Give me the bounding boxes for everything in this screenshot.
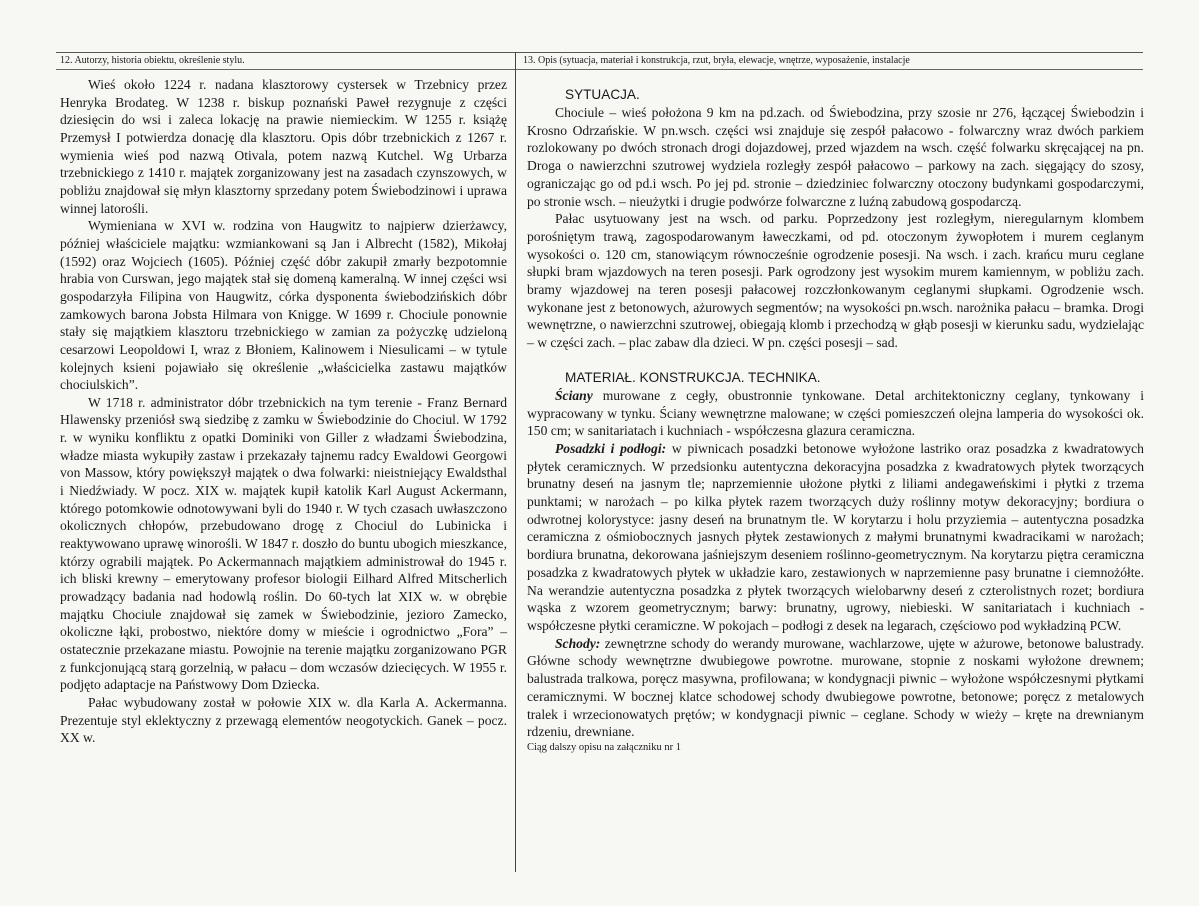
walls-text: murowane z cegły, obustronnie tynkowane. Detal architektoniczny ceglany, tynkowany i wypracowany w tynku. Ściany wewnętrzne malowane; w części pomieszczeń olejna lamperia do wysokości ok. 150 cm; w sanitariatach i kuchniach - współczesna glazura ceramiczna. [527, 387, 1144, 439]
description-column [527, 86, 1144, 754]
history-paragraph-4: Pałac wybudowany został w połowie XIX w. dla Karla A. Ackermanna. Prezentuje styl eklektyczny z przewagą elementów neogotyckich. Ganek – pocz. XX w. [60, 694, 507, 746]
section-13-header: 13. Opis (sytuacja, materiał i konstrukcja, rzut, bryła, elewacje, wnętrze, wyposażenie, instalacje [523, 55, 910, 66]
history-column [60, 76, 507, 747]
situation-paragraph-1: Chociule – wieś położona 9 km na pd.zach. od Świebodzina, przy szosie nr 276, łączącej Świebodzin i Krosno Odrzańskie. W pn.wsch. części wsi znajduje się zespół pałacowo - folwarczny wraz dwóch parkiem rozlokowany po dwóch stronach drogi dojazdowej, przed wjazdem na wsch. część folwarku skręcającej na pn. Droga o nawierzchni szutrowej wydziela rozległy zespół pałacowo – parkowy na zach. sięgający do szosy, ograniczając go od pd.i wsch. Po jej pd. stronie – dziedziniec folwarczny otoczony budynkami gospodarczymi, po stronie wsch. – nieużytki i drugie podwórze folwarczne z luźną zabudową gospodarczą. [527, 105, 1144, 209]
history-paragraph-2: Wymieniana w XVI w. rodzina von Haugwitz to najpierw dzierżawcy, później właściciele majątku: wzmiankowani są Jan i Albrecht (1582), Mikołaj (1592) oraz Wojciech (1605). Później część dóbr zakupił zmarły bezpotomnie hrabia von Curswan, jego majątek stał się domeną kameralną. W innej części wsi gospodarzyła Filipina von Haugwitz, córka dysponenta świebodzińskich dóbr zamkowych barona Jobsta Hilmara von Knigge. W 1699 r. Chociule ponownie stały się majątkiem klasztoru trzebnickiego w zamian za pożyczkę udzieloną cesarzowi Leopoldowi I, wraz z Błoniem, Kalinowem i Niesulicami – w tytule kolejnych ksieni pojawiało się określenie „właścicielka zastawu majątków chociulskich”. [60, 218, 507, 393]
heading-material: MATERIAŁ. KONSTRUKCJA. TECHNIKA. [565, 369, 821, 385]
stairs-paragraph [527, 635, 1144, 741]
section-12-header: 12. Autorzy, historia obiektu, określenie stylu. [60, 55, 245, 66]
history-paragraph-1: Wieś około 1224 r. nadana klasztorowy cystersek w Trzebnicy przez Henryka Brodateg. W 1238 r. biskup poznański Paweł rezygnuje z części dziesięcin do wsi i zaleca lokację na prawie niemieckim. W 1255 r. książę Przemysł I potwierdza donację dla klasztoru. Opis dóbr trzebnickich z 1267 r. wymienia wieś pod nazwą Otivala, potem nazwą Kutchel. Wg Urbarza trzebnickiego z 1410 r. majątek zorganizowany jest na zasadach czynszowych, w pobliżu znajdował się młyn klasztorny sprzedany potem Świebodzinowi i uprawa winnej latorośli. [60, 77, 507, 216]
floors-paragraph [527, 440, 1144, 635]
walls-lead: Ściany [555, 387, 593, 403]
top-rule [56, 52, 1143, 53]
stairs-lead: Schody: [555, 635, 601, 651]
walls-paragraph [527, 387, 1144, 440]
column-divider [515, 52, 516, 872]
floors-lead: Posadzki i podłogi: [555, 440, 667, 456]
situation-paragraph-2: Pałac usytuowany jest na wsch. od parku. Poprzedzony jest rozległym, nieregularnym klombem porośniętym trawą, zagospodarowanym ławeczkami, od pd. otoczonym żywopłotem i murem ceglanym wysokości o. 120 cm, stanowiącym równocześnie ogrodzenie posesji. Na wsch. i zach. krańcu muru ceglane słupki bram wjazdowych na teren posesji. Park ogrodzony jest wysokim murem kamiennym, w pobliżu zach. bramy wjazdowej na teren posesji pałacowej rozczłonkowanym ceglanymi słupkami. Ogrodzenie wsch. wykonane jest z betonowych, ażurowych segmentów; na wysokości pn.wsch. narożnika pałacu – bramka. Drogi wewnętrzne, o nawierzchni szutrowej, obiegają klomb i przechodzą w głąb posesji w kierunku sadu, wydzielając – w części zach. – plac zabaw dla dzieci. W pn. części posesji – sad. [527, 211, 1144, 351]
history-paragraph-3: W 1718 r. administrator dóbr trzebnickich na tym terenie - Franz Bernard Hlawensky przeniósł swą siedzibę z zamku w Świebodzinie do Chociul. W 1792 r. w wyniku konfliktu z opatki Dominiki von Giller z władzami Świebodzina, władze miasta wykupiły zastaw i przekazały tajnemu radcy Ewaldowi Georgowi von Massow, który powiększył majątek o dwa folwarki: nieistniejący Ewaldsthal i Niedźwiady. W pocz. XIX w. majątek kupił katolik Karl August Ackermann, którego potomkowie odnotowywani byli do 1940 r. W tych czasach uwłaszczono okolicznych chłopów, przebudowano drogę z Chociul do Lubinicka i reaktywowano uprawę winorośli. W 1847 r. doszło do buntu ubogich mieszkance, którzy ograbili majątek. Po Ackermannach majątkiem administrował do 1945 r. ich bliski krewny – emerytowany profesor biologii Eilhard Alfred Mitscherlich prowadzący badania nad hodowlą roślin. Do 60-tych lat XIX w. w obrębie majątku Chociule znajdował się zamek w Świebodzinie, jezioro Zamecko, okoliczne łąki, probostwo, niektóre domy w mieście i ogrodnictwo „Fora” – ostatecznie przekazane miastu. Powojnie na terenie majątku zorganizowano PGR z funkcjonującą starą gorzelnią, w pałacu – dom wczasów dziecięcych. W 1955 r. podjęto adaptacje na Państwowy Dom Dziecka. [60, 394, 507, 693]
heading-sytuacja: SYTUACJA. [565, 87, 640, 102]
stairs-text: zewnętrzne schody do werandy murowane, wachlarzowe, ujęte w ażurowe, betonowe balustrady. Główne schody wewnętrzne dwubiegowe powrotne. murowane, stopnie z noskami wyłożone drewnem; balustrada tralkowa, poręcz masywna, profilowana; w kondygnacji piwnic – wyłożone współczesnymi płytkami ceramicznymi. W bocznej klatce schodowej schody dwubiegowe powrotne, betonowe; poręcz z metalowych tralek i wrzecionowatych prętów; w kondygnacji piwnic – ceglane. Schody w wieży – kręte na drewnianym rdzeniu, drewniane. [527, 635, 1144, 740]
continuation-note: Ciąg dalszy opisu na załączniku nr 1 [527, 741, 681, 753]
floors-text: w piwnicach posadzki betonowe wyłożone lastriko oraz posadzka z kwadratowych płytek ceramicznych. W przedsionku autentyczna dekoracyjna posadzka z kwadratowych płytek tworzących brunatny deseń na jasnym tle; naprzemiennie ułożone płytki z liliami andegaweńskimi i płytki z trzema punktami; w narożach – po kilka płytek razem tworzących duży roślinny motyw dekoracyjny; bordiura o odwrotnej kolorystyce: jasny deseń na brunatnym tle. W korytarzu i holu przyziemia – autentyczna posadzka ceramiczna z ośmiobocznych jasnych płytek zestawionych z małymi brunatnymi kwadracikami w narożach; bordiura brunatna, dekorowana jaśniejszym deseniem roślinno-geometrycznym. Na korytarzu piętra ceramiczna posadzka z kwadratowych płytek w układzie karo, zestawionych w naprzemienne pasy brunatne i ciemnożółte. Na werandzie autentyczna posadzka z płytek tworzących wielobarwny deseń z czterolistnych rozet; bordiura wąska z wzorem geometrycznym; barwy: brunatny, ugrowy, niebieski. W sanitariatach i kuchniach - współczesne płytki ceramiczne. W pokojach – podłogi z desek na legarach, częściowo pod wykładziną PCW. [527, 440, 1144, 633]
header-rule [56, 69, 1143, 70]
